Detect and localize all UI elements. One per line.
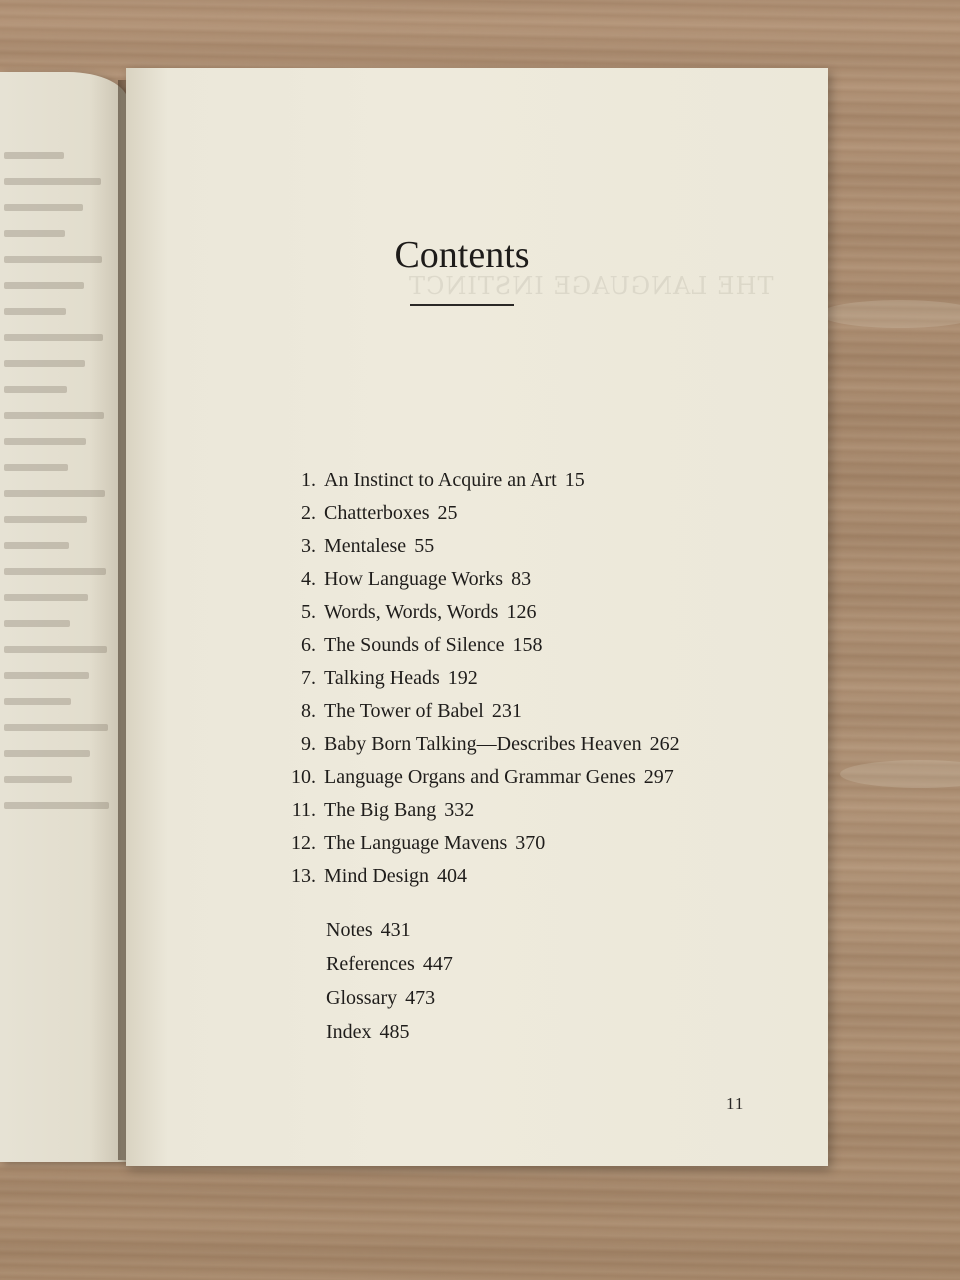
ghost-text-line <box>4 412 104 419</box>
chapter-number: 1. <box>301 469 316 491</box>
chapter-entry <box>282 536 434 556</box>
page-number: 11 <box>726 1094 745 1113</box>
chapter-entry <box>282 668 478 688</box>
chapter-page-number: 332 <box>444 799 475 821</box>
back-matter-page-number: 431 <box>380 919 411 941</box>
back-matter-entry <box>326 1022 410 1042</box>
chapter-entry <box>282 503 458 523</box>
chapter-page-number: 15 <box>564 469 585 491</box>
ghost-text-line <box>4 334 103 341</box>
chapter-title: How Language Works <box>324 568 504 590</box>
back-matter-entry <box>326 988 435 1008</box>
chapter-entry <box>282 833 545 853</box>
chapter-entry <box>282 569 531 589</box>
chapter-title: Language Organs and Grammar Genes <box>324 766 636 788</box>
chapter-title: Mind Design <box>324 865 429 887</box>
chapter-entry <box>282 602 536 622</box>
back-matter-page-number: 473 <box>405 987 436 1009</box>
ghost-text-line <box>4 308 66 315</box>
ghost-text-line <box>4 438 86 445</box>
ghost-text-line <box>4 646 107 653</box>
chapter-title: Chatterboxes <box>324 502 430 524</box>
chapter-number: 3. <box>301 535 316 557</box>
chapter-number: 7. <box>301 667 316 689</box>
ghost-text-line <box>4 386 67 393</box>
ghost-text-line <box>4 516 87 523</box>
ghost-text-line <box>4 464 68 471</box>
chapter-page-number: 370 <box>515 832 546 854</box>
back-matter-title: References <box>326 953 415 975</box>
ghost-text-line <box>4 282 84 289</box>
page-title: Contents <box>394 234 530 276</box>
ghost-text-line <box>4 490 105 497</box>
back-matter-page-number: 485 <box>379 1021 410 1043</box>
chapter-page-number: 231 <box>491 700 522 722</box>
chapter-page-number: 25 <box>437 502 458 524</box>
chapter-title: An Instinct to Acquire an Art <box>324 469 557 491</box>
ghost-text-line <box>4 620 70 627</box>
chapter-title: Baby Born Talking—Describes Heaven <box>324 733 642 755</box>
chapter-entry <box>282 635 543 655</box>
back-matter-entry <box>326 954 453 974</box>
chapter-page-number: 262 <box>649 733 680 755</box>
chapter-page-number: 83 <box>511 568 532 590</box>
chapter-entry <box>282 767 674 787</box>
chapter-page-number: 126 <box>506 601 537 623</box>
ghost-text-line <box>4 230 65 237</box>
chapter-title: The Tower of Babel <box>324 700 484 722</box>
left-facing-page <box>0 72 128 1162</box>
ghost-text-line <box>4 360 85 367</box>
ghost-text-line <box>4 750 90 757</box>
bleed-through-text: THE LANGUAGE INSTINCT <box>408 272 774 300</box>
chapter-title: Words, Words, Words <box>324 601 499 623</box>
ghost-text-line <box>4 776 72 783</box>
chapter-number: 12. <box>291 832 316 854</box>
back-matter-title: Notes <box>326 919 373 941</box>
back-matter-page-number: 447 <box>422 953 453 975</box>
ghost-text-line <box>4 594 88 601</box>
chapter-title: The Language Mavens <box>324 832 508 854</box>
title-divider <box>410 304 514 306</box>
chapter-page-number: 158 <box>512 634 543 656</box>
chapter-entry <box>282 734 680 754</box>
chapter-page-number: 297 <box>643 766 674 788</box>
chapter-title: The Big Bang <box>324 799 437 821</box>
back-matter-title: Index <box>326 1021 372 1043</box>
chapter-number: 13. <box>291 865 316 887</box>
chapter-entry <box>282 866 467 886</box>
ghost-text-line <box>4 256 102 263</box>
chapter-number: 2. <box>301 502 316 524</box>
ghost-text-line <box>4 178 101 185</box>
ghost-text-line <box>4 672 89 679</box>
chapter-number: 4. <box>301 568 316 590</box>
back-matter-title: Glossary <box>326 987 398 1009</box>
chapter-title: Mentalese <box>324 535 407 557</box>
chapter-number: 10. <box>291 766 316 788</box>
chapter-page-number: 55 <box>414 535 435 557</box>
back-matter-entry <box>326 920 411 940</box>
chapter-number: 9. <box>301 733 316 755</box>
ghost-text-line <box>4 698 71 705</box>
chapter-number: 8. <box>301 700 316 722</box>
chapter-number: 6. <box>301 634 316 656</box>
chapter-title: Talking Heads <box>324 667 440 689</box>
ghost-text-line <box>4 542 69 549</box>
chapter-page-number: 192 <box>447 667 478 689</box>
chapter-entry <box>282 470 585 490</box>
table-surface-highlight <box>820 300 960 328</box>
chapter-entry <box>282 701 522 721</box>
ghost-text-line <box>4 152 64 159</box>
table-surface-highlight <box>840 760 960 788</box>
ghost-text-line <box>4 802 109 809</box>
chapter-page-number: 404 <box>437 865 467 887</box>
ghost-text-line <box>4 204 83 211</box>
chapter-title: The Sounds of Silence <box>324 634 505 656</box>
chapter-number: 5. <box>301 601 316 623</box>
chapter-number: 11. <box>291 799 316 821</box>
ghost-text-line <box>4 724 108 731</box>
ghost-text-line <box>4 568 106 575</box>
chapter-entry <box>282 800 474 820</box>
